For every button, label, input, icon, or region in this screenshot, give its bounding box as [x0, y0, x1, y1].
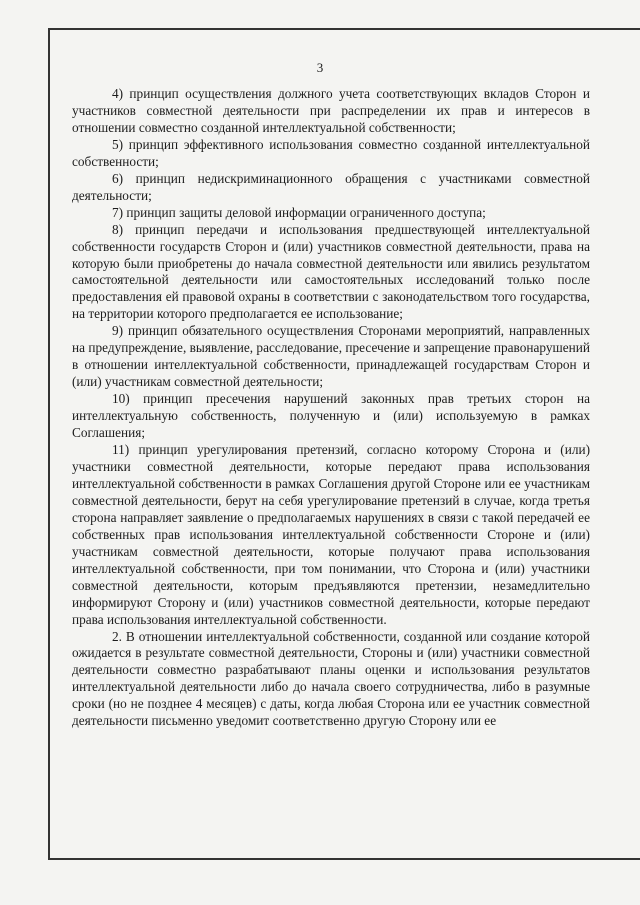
- paragraph-principle-9: 9) принцип обязательного осуществления Сторонами мероприятий, направленных на предупреждение, выявление, расследование, пресечение и запрещение правонарушений в отношении интеллектуальной собственности, принадлежащей государствам Сторон и (или) участникам совместной деятельности;: [72, 323, 590, 390]
- page-number: 3: [316, 60, 324, 75]
- paragraph-principle-5: 5) принцип эффективного использования совместно созданной интеллектуальной собственности;: [72, 136, 590, 169]
- paragraph-principle-4: 4) принцип осуществления должного учета соответствующих вкладов Сторон и участников совместной деятельности при распределении их прав и интересов в отношении совместно созданной интеллектуальной собственности;: [72, 86, 590, 135]
- page-border-bottom: [48, 858, 640, 860]
- paragraph-principle-11: 11) принцип урегулирования претензий, согласно которому Сторона и (или) участники совместной деятельности, которые передают права использования интеллектуальной собственности в рамках Соглашения другой Стороне или ее участникам совместной деятельности, берут на себя урегулирование претензий в случае, когда третья сторона направляет заявление о предполагаемых нарушениях в связи с такой передачей ее собственных прав использования интеллектуальной собственности Стороне и (или) участникам совместной деятельности, которые получают права использования интеллектуальной собственности, при том понимании, что Сторона и (или) участники совместной деятельности, которым предъявляются претензии, незамедлительно информируют Сторону и (или) участников совместной деятельности, которые передают права использования интеллектуальной собственности.: [72, 442, 590, 627]
- paragraph-section-2: 2. В отношении интеллектуальной собственности, созданной или создание которой ожидается в результате совместной деятельности, Стороны и (или) участники совместной деятельности совместно разрабатывают планы оценки и использования результатов интеллектуальной деятельности либо до начала своего сотрудничества, либо в разумные сроки (но не позднее 4 месяцев) с даты, когда любая Сторона или ее участник совместной деятельности письменно уведомит соответственно другую Сторону или ее: [72, 628, 590, 729]
- paragraph-principle-6: 6) принцип недискриминационного обращения с участниками совместной деятельности;: [72, 170, 590, 203]
- page-border-left: [48, 28, 50, 858]
- page-border-top: [48, 28, 640, 30]
- paragraph-principle-10: 10) принцип пресечения нарушений законных прав третьих сторон на интеллектуальную собственность, полученную и (или) используемую в рамках Соглашения;: [72, 391, 590, 441]
- document-body: [72, 86, 590, 730]
- paragraph-principle-8: 8) принцип передачи и использования предшествующей интеллектуальной собственности государств Сторон и (или) участников совместной деятельности, права на которую были приобретены до начала совместной деятельности или явились результатом самостоятельной деятельности или самостоятельных исследований только после предоставления ей правовой охраны в соответствии с законодательством того государства, на территории которого предполагается ее использование;: [72, 221, 590, 322]
- paragraph-principle-7: 7) принцип защиты деловой информации ограниченного доступа;: [112, 204, 486, 220]
